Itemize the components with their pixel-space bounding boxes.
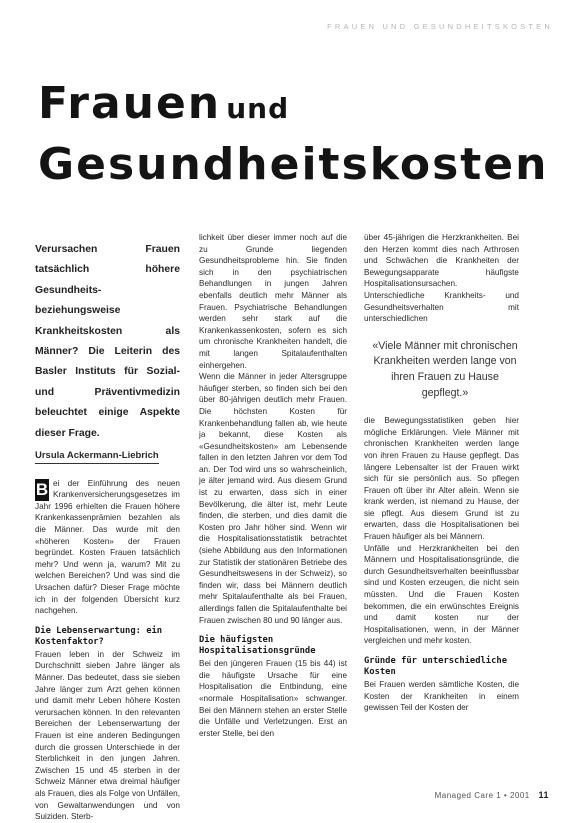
title-word-gesundheitskosten: Gesundheitskosten <box>38 139 549 190</box>
page-footer <box>435 790 549 800</box>
body-paragraph: Unfälle und Herzkrankheiten bei den Männern und Hospitalisationsgründe, die durch Gesundheitsverhalten beeinflussbar sind und Kosten erzeugen, die nicht sein müssten. Und die Frauen Kosten bekommen, die ein erwünschtes Ereignis und damit kosten nur der Hospitalisationen, wenn, in der Männer vergleichen und mehr kosten. <box>364 543 519 646</box>
author-byline: Ursula Ackermann-Liebrich <box>35 450 159 464</box>
pull-quote: «Viele Männer mit chronischen Krankheiten werden lange von ihren Frauen zu Hause gepflegt.» <box>372 339 518 399</box>
intro-text: ei der Einführung des neuen Krankenversicherungsgesetzes im Jahr 1996 erhielten die Frauen höhere Krankenkassenprämien bezahlen als die Männer. Das wurde mit den «höheren Kosten» der Frauen begründet. Kosten Frauen tatsächlich mehr? Und wenn ja, warum? Mit zu welchen Bereichen? Und was sind die Ursachen dafür? Dieser Frage möchte ich in der folgenden Übersicht kurz nachgehen. <box>35 478 180 616</box>
body-paragraph: Wenn die Männer in jeder Altersgruppe häufiger sterben, so finden sich bei den über 80-jährigen deutlich mehr Frauen. Die höchsten Kosten für Krankenbehandlung fallen ab, wie heute ja bekannt, diese Kosten als «Gesundheitskosten» am Lebensende fallen in den letzten Jahren vor dem Tod an. Der Tod wird uns so wahrscheinlich, je älter jemand wird. Aus diesem Grund ist zu erwarten, dass sich in einer Bevölkerung, die älter ist, mehr Leute finden, die sterben, und dies damit die Kosten pro Jahr höher sind. Wenn wir die Hospitalisationsstatistik betrachtet (siehe Abbildung aus den Informationen zur Statistik der stationären Betriebe des Gesundheitswesens in der Schweiz), so finden wir, dass bei Männern deutlich mehr Spitalaufenthalte als bei Frauen, allerdings fallen die Spitalaufenthalte bei Frauen zwischen 80 und 90 länger aus. <box>199 372 347 625</box>
body-paragraph: die Bewegungsstatistiken geben hier mögliche Erklärungen. Viele Männer mit chronischen Krankheiten werden lange von ihren Frauen zu Hause gepflegt. Das längere Lebensalter ist der Frauen wirkt sich für sie persönlich aus. So pflegen Frauen oft über ihr Alter allein. Wenn sie krank werden, ist niemand zu Hause, der sie pflegt. Aus diesem Grund ist zu erwarten, dass die Hospitalisationen bei Frauen häufiger als bei Männern. <box>364 416 519 542</box>
title-word-und: und <box>226 92 290 125</box>
page-title <box>38 78 548 200</box>
subhead-gruende: Gründe für unterschiedliche Kosten <box>364 656 507 677</box>
column-2 <box>199 232 347 739</box>
column-1 <box>35 232 180 823</box>
body-paragraph: lichkeit über dieser immer noch auf die zu Grunde liegenden Gesundheitsprobleme hin. Sie finden sich in den psychiatrischen Behandlungen in jungen Jahren ebenfalls deutlich mehr Männer als Frauen. Psychiatrische Behandlungen werden sehr stark auf die Krankenkassenkosten, sofern es sich um chronische Krankheiten handelt, die mit langen Spitalaufenthalten einhergehen. <box>199 233 347 370</box>
subhead-hospitalisationsgruende: Die häufigsten Hospitalisationsgründe <box>199 635 316 657</box>
publication-name: Managed Care 1 • 2001 <box>434 791 530 800</box>
column-3 <box>364 232 519 714</box>
drop-cap: B <box>35 479 49 499</box>
subhead-lebenserwartung: Die Lebenserwartung: ein Kostenfaktor? <box>35 625 163 647</box>
intro-paragraph <box>35 478 180 617</box>
lead-paragraph: Verursachen Frauen tatsächlich höhere Gesundheits- beziehungsweise Krankheitskosten als Männer? Die Leiterin des Basler Instituts für Sozial- und Präventivmedizin beleuchtet einige Aspekte dieser Frage. <box>35 244 180 439</box>
title-word-frauen: Frauen <box>38 78 222 129</box>
body-paragraph: Frauen leben in der Schweiz im Durchschnitt sieben Jahre länger als Männer. Das bedeutet, dass sie sieben Jahre länger zum Arzt gehen können und damit mehr Leben höhere Kosten verursachen können. In den relevanten Bereichen der Lebenserwartung der Frauen ist eine anderen Bedingungen durch die grossen Unterschiede in der Sterblichkeit in den jungen Jahren. Zwischen 15 und 45 sterben in der Schweiz Männer etwa dreimal häufiger als Frauen, dies als Folge von Unfällen, von Gewaltanwendungen und von Suiziden. Sterb- <box>35 649 180 822</box>
page-number: 11 <box>538 790 549 800</box>
header-kicker: FRAUEN UND GESUNDHEITSKOSTEN <box>327 22 553 31</box>
body-paragraph: Bei den jüngeren Frauen (15 bis 44) ist die häufigste Ursache für eine Hospitalisation die Entbindung, eine «normale Hospitalisation» schwanger. Bei den Männern stehen an erster Stelle die Unfälle und Verletzungen. Erst an erster Stelle, bei den <box>199 659 347 738</box>
body-paragraph: Bei Frauen werden sämtliche Kosten, die Kosten der Krankheiten in einem gewissen Teil der Kosten der <box>364 680 519 713</box>
body-paragraph: über 45-jährigen die Herzkrankheiten. Bei den Herzen kommt dies nach Arthrosen und Schwächen die Krankheiten der Bewegungsapparate häufigste Hospitalisationsursachen. Unterschiedliche Krankheits- und Gesundheitsverhalten mit unterschiedlichen <box>364 233 519 324</box>
